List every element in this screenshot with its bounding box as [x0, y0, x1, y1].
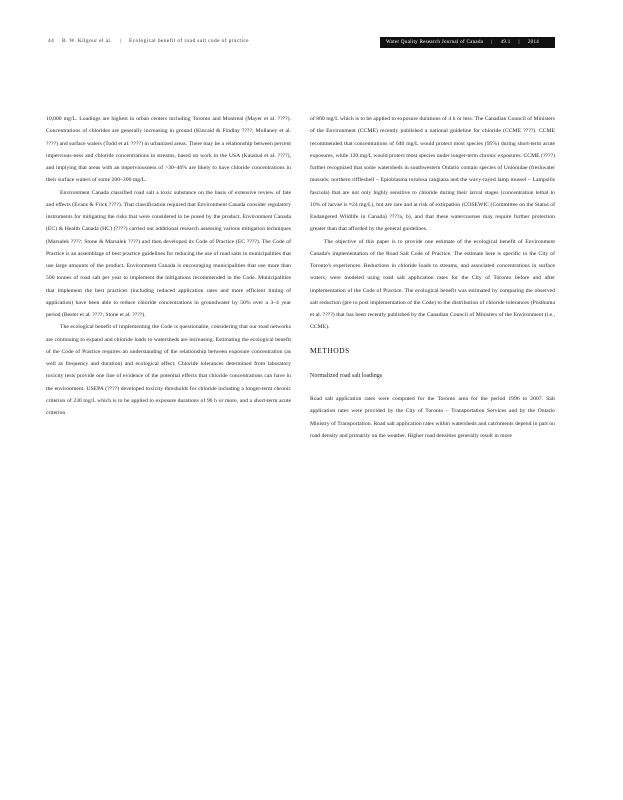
left-column: [46, 113, 291, 419]
right-column: [310, 113, 555, 442]
running-title: Ecological benefit of road salt code of practice: [129, 38, 249, 44]
running-header: [0, 37, 623, 49]
body-paragraph: The ecological benefit of implementing the Code is questionable, considering that our road networks are continuing to expand and chloride loads to watersheds are increasing. Estimating the ecological benefit of the Code of Practice requires an understanding of the relationship between exposure concentration (as well as frequency and duration) and ecological effect. Chloride tolerances determined from laboratory toxicity tests provide one line of evidence of the potential effects that chloride concentrations can have in the environment. USEPA (????) developed toxicity thresholds for chloride including a longer-term chronic criterion of 230 mg/L which is to be applied to exposure durations of 96 h or more, and a short-term acute criterion: [46, 324, 291, 416]
journal-banner: [380, 37, 555, 48]
year: 2014: [527, 40, 540, 45]
body-paragraph: The objective of this paper is to provide one estimate of the ecological benefit of Environment Canada's implementation of the Road Salt Code of Practice. The estimate here is specific to the City of Toronto's experiences. Reductions in chloride loads to streams, and associated concentrations in surface waters, were modeled using road salt application rates for the City of Toronto before and after implementation of the Code of Practice. The ecological benefit was estimated by comparing the observed salt reduction (pre to post implementation of the Code) to the distribution of chloride tolerances (Posthuma et al. ????) that has been recently published by the Canadian Council of Ministers of the Environment (i.e., CCME).: [310, 238, 555, 331]
separator: |: [518, 40, 520, 45]
body-paragraph: of 860 mg/L which is to be applied to exposure durations of 4 h or less. The Canadian Council of Ministers of the Environment (CCME) recently published a national guideline for chloride (CCME ????). CCME recommended that concentrations of 640 mg/L would protect most species (95%) during short-term acute exposures, while 120 mg/L would protect most species under longer-term chronic exposures. CCME (????) further recognized that some watersheds in southwestern Ontario contain species of Unionidae (freshwater mussels; northern riffleshell – Epioblasma torulosa rangiana and the wavy-rayed lamp mussel – Lampsilis fasciola) that are not only highly sensitive to chloride during their larval stages (concentration lethal to 10% of larvae is ≈24 mg/L), but are rare and at risk of extirpation (COSEWIC (Committee on the Status of Endangered Wildlife in Canada) ????a, b), and that these watercourses may require further protection greater than that afforded by the general guidelines.: [310, 116, 555, 233]
separator: |: [491, 40, 493, 45]
body-paragraph: Road salt application rates were computed for the Toronto area for the period 1996 to 2007. Salt application rates were provided by the City of Toronto – Transportation Services and by the Ontario Ministry of Transportation. Road salt application rates within watersheds and catchments depend in part on road density and primarily on the weather. Higher road densities generally result in more: [310, 396, 555, 439]
body-paragraph: Environment Canada classified road salt a toxic substance on the basis of extensive review of fate and effects (Evans & Frick ????). That classification required that Environment Canada consider regulatory instruments for mitigating the risks that were considered to be posed by the product. Environment Canada (EC) & Health Canada (HC) (????) carried out additional research assessing various mitigation techniques (Marsalek ????; Stone & Marsalek ????) and then developed its Code of Practice (EC ????). The Code of Practice is an assemblage of best practice guidelines for reducing the use of road salts in municipalities that use large amounts of the product. Environment Canada is encouraging municipalities that use more than 500 tonnes of road salt per year to implement the mitigations recommended in the Code. Municipalities that implement the best practices (including reduced application rates and more efficient timing of application) have been able to reduce chloride concentrations in groundwater by 50% over a 3–4 year period (Bester et al. ????; Stone et al. ????).: [46, 189, 291, 318]
running-header-left: [48, 38, 255, 44]
page-number: 44: [48, 38, 55, 44]
authors: B. W. Kilgour et al.: [61, 38, 113, 44]
separator: |: [119, 38, 122, 44]
journal-name: Water Quality Research Journal of Canada: [386, 40, 484, 45]
subsection-heading: Normalized road salt loadings: [310, 372, 383, 379]
body-paragraph: 10,000 mg/L. Loadings are highest in urban centers including Toronto and Montreal (Mayer et al. ????). Concentrations of chlorides are generally increasing in ground (Kincaid & Findlay ????; Mullaney et al. ????) and surface waters (Todd et al. ????) in urbanized areas. There may be a relationship between percent impervious-ness and chloride concentrations in streams, based on work in the USA (Kaushal et al. ????), and implying that areas with an imperviousness of >30–40% are likely to have chloride concentrations in their surface waters of some 200–300 mg/L.: [46, 116, 291, 184]
section-heading: METHODS: [310, 345, 350, 355]
volume-issue: 49.1: [500, 40, 511, 45]
